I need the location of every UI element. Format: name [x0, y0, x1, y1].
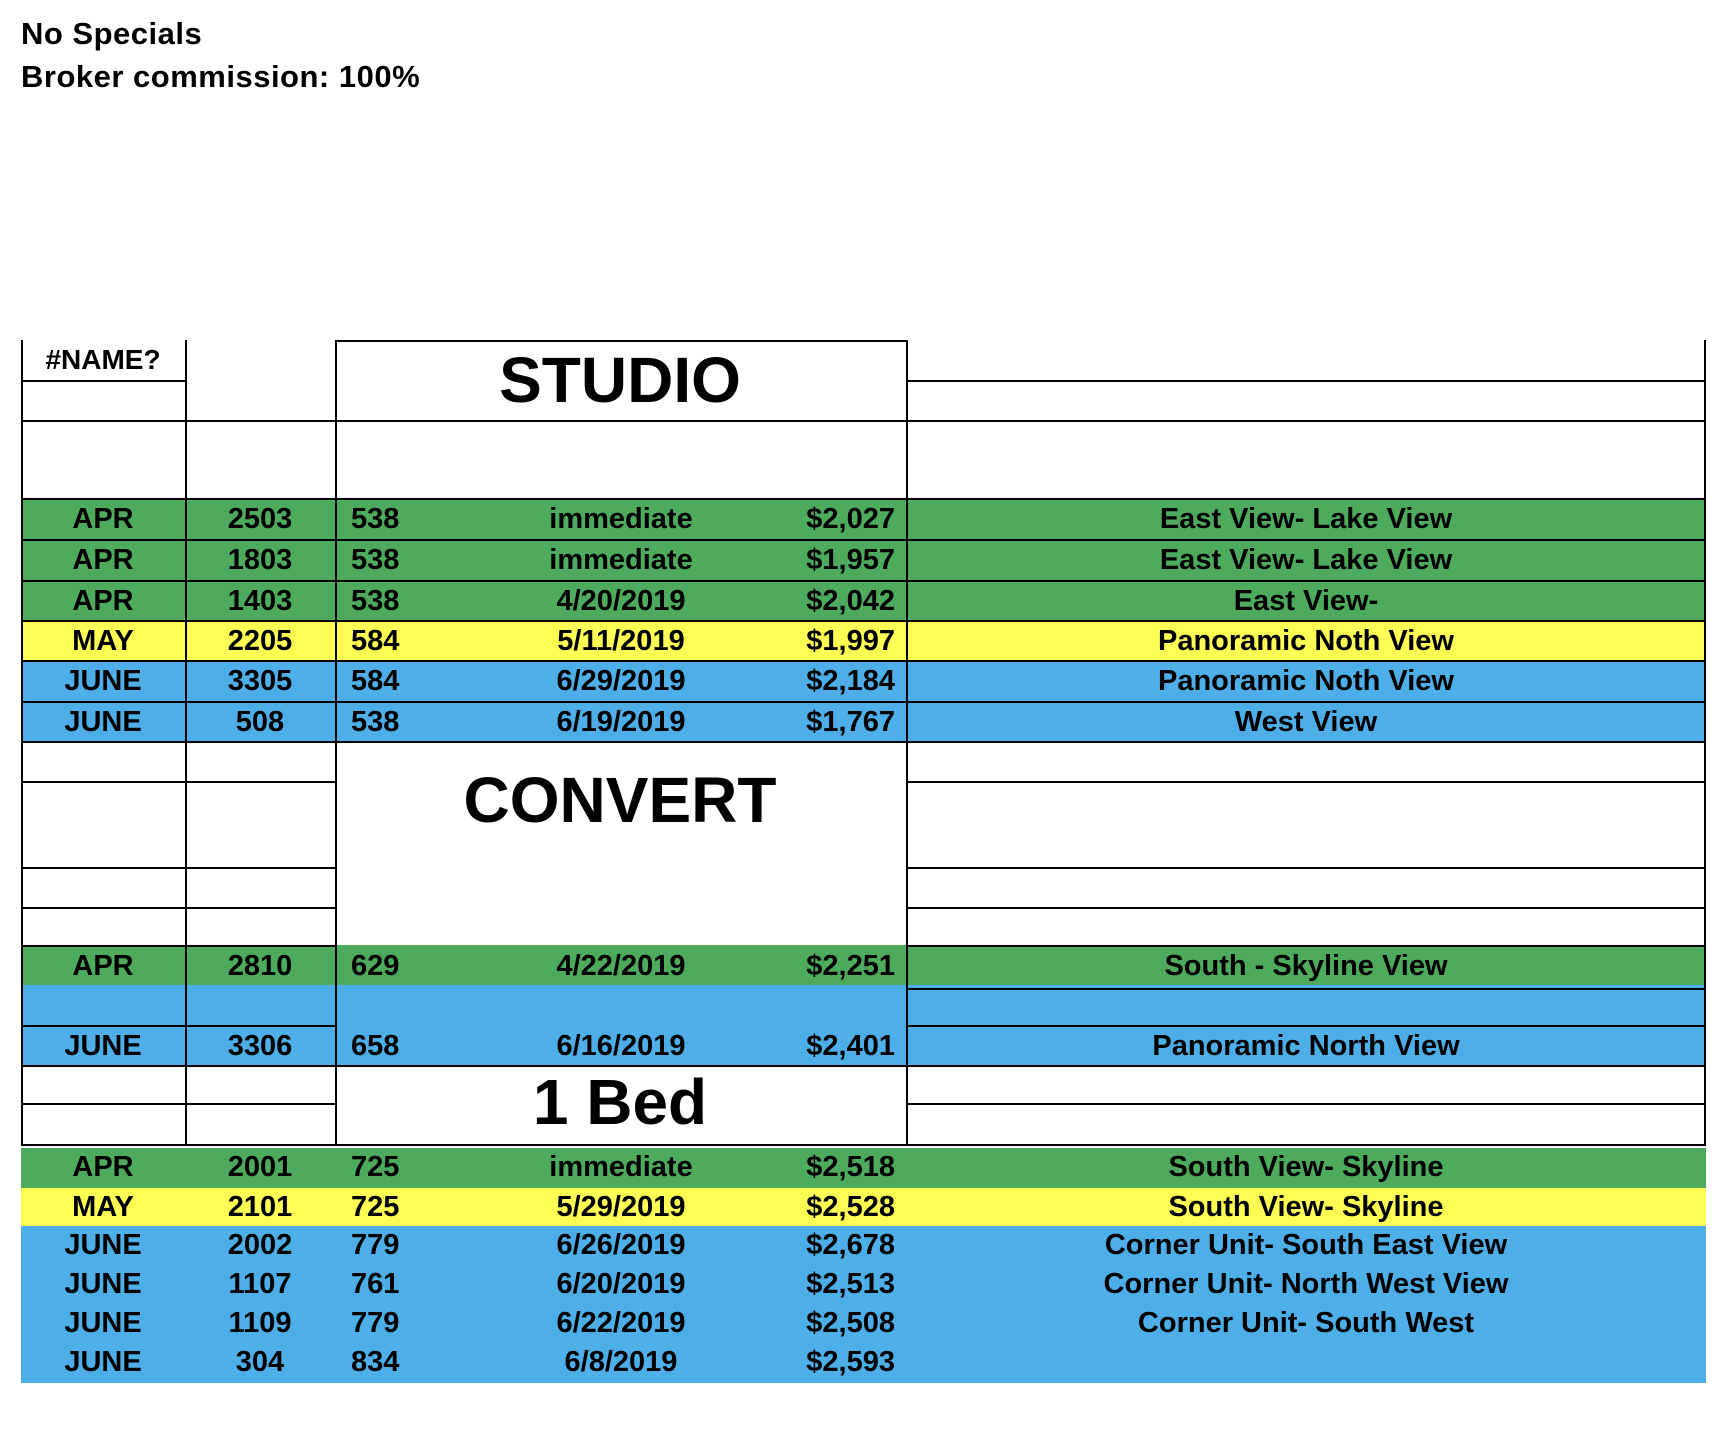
grid-hline [185, 907, 337, 909]
cell-unit: 2503 [227, 502, 293, 535]
grid-hline [21, 420, 1706, 422]
cell-price: $2,042 [806, 584, 895, 617]
cell-view: Corner Unit- North West View [1103, 1268, 1509, 1300]
grid-hline [906, 380, 1706, 382]
cell-month: JUNE [64, 1307, 142, 1339]
notes-block [21, 12, 420, 98]
cell-view: West View [1234, 705, 1378, 738]
cell-unit: 3305 [227, 664, 293, 697]
cell-sqft: 725 [351, 1191, 400, 1223]
section-title-one-bed: 1 Bed [532, 1066, 708, 1138]
cell-available: 6/16/2019 [556, 1029, 686, 1062]
cell-price: $2,513 [806, 1268, 895, 1300]
commission-note: Broker commission: 100% [21, 59, 421, 94]
cell-sqft: 779 [351, 1229, 400, 1261]
grid-hline [21, 781, 187, 783]
cell-unit: 2101 [227, 1191, 293, 1223]
section-title-convert: CONVERT [463, 764, 777, 836]
specials-note: No Specials [21, 16, 203, 51]
cell-sqft: 584 [351, 664, 400, 697]
cell-price: $2,528 [806, 1191, 895, 1223]
cell-view [906, 1343, 1706, 1382]
cell-price: $2,251 [806, 949, 895, 982]
cell-view: Panoramic Noth View [1158, 624, 1454, 657]
cell-view: East View- Lake View [1159, 502, 1453, 535]
grid-hline [906, 781, 1706, 783]
cell-available: 6/20/2019 [556, 1268, 686, 1300]
cell-view: Panoramic North View [1152, 1029, 1460, 1062]
cell-sqft: 538 [351, 543, 400, 576]
cell-available: 6/19/2019 [556, 705, 686, 738]
cell-unit: 1107 [228, 1268, 292, 1300]
cell-sqft: 538 [351, 705, 400, 738]
cell-sqft: 834 [351, 1346, 400, 1378]
cell-price: $2,184 [806, 664, 895, 697]
cell-price: $1,767 [806, 705, 895, 738]
cell-month: MAY [72, 1191, 134, 1223]
section-title-studio: STUDIO [499, 344, 741, 416]
listings-sheet [21, 340, 1706, 1383]
grid-hline [906, 867, 1706, 869]
cell-sqft: 779 [351, 1307, 400, 1339]
cell-unit: 508 [235, 705, 285, 738]
cell-view: Corner Unit- South East View [1104, 1229, 1508, 1261]
cell-sqft: 761 [351, 1268, 400, 1300]
cell-available: 4/20/2019 [556, 584, 686, 617]
cell-unit: 3306 [227, 1029, 293, 1062]
cell-view: South View- Skyline [1168, 1151, 1444, 1183]
cell-view: South View- Skyline [1168, 1191, 1444, 1223]
cell-month: APR [72, 502, 134, 535]
cell-available: 4/22/2019 [556, 949, 686, 982]
grid-hline [185, 867, 337, 869]
cell-available: 6/22/2019 [556, 1307, 686, 1339]
cell-available: 6/26/2019 [556, 1229, 686, 1261]
cell-sqft: 658 [351, 1029, 400, 1062]
grid-vline [335, 340, 337, 1030]
grid-hline [906, 1103, 1706, 1105]
cell-month: MAY [72, 624, 134, 657]
cell-month: APR [72, 1151, 134, 1183]
cell-month: APR [72, 543, 134, 576]
cell-available: 6/8/2019 [564, 1346, 678, 1378]
cell-price: $2,593 [806, 1346, 895, 1378]
cell-price: $1,957 [806, 543, 895, 576]
cell-view: Panoramic Noth View [1158, 664, 1454, 697]
cell-unit: 2001 [227, 1151, 293, 1183]
cell-unit: 2205 [227, 624, 293, 657]
cell-month: JUNE [64, 1229, 142, 1261]
cell-unit: 1109 [228, 1307, 292, 1339]
cell-view: East View- Lake View [1159, 543, 1453, 576]
cell-view: East View- [1233, 584, 1379, 617]
cell-month: JUNE [64, 1346, 142, 1378]
grid-hline [21, 867, 187, 869]
cell-view: South - Skyline View [1164, 949, 1448, 982]
cell-unit: 1803 [227, 543, 293, 576]
cell-price: $1,997 [806, 624, 895, 657]
cell-available: immediate [549, 543, 693, 576]
grid-hline [21, 380, 187, 382]
cell-month: APR [72, 949, 134, 982]
header-name-cell: #NAME? [45, 344, 161, 375]
grid-hline [21, 1144, 1706, 1146]
grid-vline [1704, 340, 1706, 380]
cell-available: immediate [549, 502, 693, 535]
cell-price: $2,678 [806, 1229, 895, 1261]
grid-hline [185, 781, 337, 783]
cell-unit: 2810 [227, 949, 293, 982]
cell-month: JUNE [64, 664, 142, 697]
cell-price: $2,518 [806, 1151, 895, 1183]
cell-available: 5/29/2019 [556, 1191, 686, 1223]
cell-month: JUNE [64, 705, 142, 738]
cell-month: JUNE [64, 1268, 142, 1300]
grid-hline [906, 988, 1706, 990]
cell-available: 6/29/2019 [556, 664, 686, 697]
cell-unit: 1403 [227, 584, 293, 617]
cell-price: $2,027 [806, 502, 895, 535]
cell-month: APR [72, 584, 134, 617]
cell-available: immediate [549, 1151, 693, 1183]
cell-unit: 2002 [227, 1229, 293, 1261]
grid-hline [21, 907, 187, 909]
cell-view: Corner Unit- South West [1137, 1307, 1475, 1339]
cell-sqft: 584 [351, 624, 400, 657]
cell-price: $2,401 [806, 1029, 895, 1062]
grid-hline [906, 907, 1706, 909]
grid-hline [21, 1103, 337, 1105]
cell-unit: 304 [235, 1346, 285, 1378]
cell-sqft: 725 [351, 1151, 400, 1183]
cell-sqft: 629 [351, 949, 400, 982]
cell-month: JUNE [64, 1029, 142, 1062]
cell-sqft: 538 [351, 502, 400, 535]
cell-available: 5/11/2019 [557, 624, 685, 657]
cell-sqft: 538 [351, 584, 400, 617]
cell-price: $2,508 [806, 1307, 895, 1339]
